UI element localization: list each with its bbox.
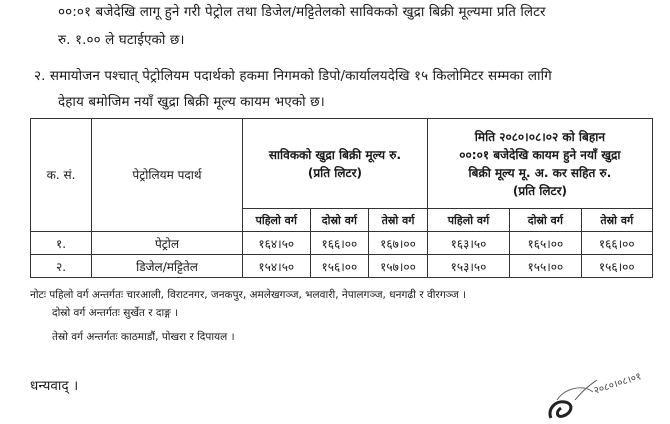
- sub-header: पहिलो वर्ग: [427, 209, 509, 232]
- price-table: [30, 118, 653, 278]
- row-value: १५६।००: [581, 255, 652, 278]
- paragraph1-line1: ००:०१ बजेदेखि लागू हुने गरी पेट्रोल तथा डिजेल/मट्टितेलको साविकको खुद्रा बिक्री मूल्यमा प्रति लिटर: [58, 4, 546, 20]
- row-value: १६३।५०: [427, 232, 509, 255]
- sub-header: तेस्रो वर्ग: [581, 209, 652, 232]
- row-value: १५४।५०: [243, 255, 311, 278]
- paragraph2-line1: २. समायोजन पश्चात् पेट्रोलियम पदार्थको हकमा निगमको डिपो/कार्यालयदेखि १५ किलोमिटर सम्मका लागि: [34, 68, 552, 84]
- col-header-product: पेट्रोलियम पदार्थ: [92, 119, 243, 232]
- paragraph1-line2: रु. १.०० ले घटाईएको छ।: [58, 32, 185, 48]
- row-sn: २.: [31, 255, 92, 278]
- row-value: १५५।००: [510, 255, 581, 278]
- sub-header: तेस्रो वर्ग: [369, 209, 428, 232]
- sub-header: दोस्रो वर्ग: [310, 209, 369, 232]
- row-value: १५६।००: [310, 255, 369, 278]
- table-row: [31, 232, 653, 255]
- note-line2: दोस्रो वर्ग अन्तर्गतः सुर्खेत र दाङ्ग ।: [52, 307, 179, 319]
- price-table-wrapper: [30, 118, 653, 278]
- row-product: पेट्रोल: [92, 232, 243, 255]
- sub-header: पहिलो वर्ग: [243, 209, 311, 232]
- row-sn: १.: [31, 232, 92, 255]
- row-product: डिजेल/मट्टितेल: [92, 255, 243, 278]
- col-header-old-price: साविकको खुद्रा बिक्री मूल्य रु. (प्रति लिटर): [243, 119, 428, 209]
- paragraph2-line2: देहाय बमोजिम नयाँ खुद्रा बिक्री मूल्य कायम भएको छ।: [58, 94, 325, 110]
- row-value: १६६।००: [310, 232, 369, 255]
- row-value: १५३।५०: [427, 255, 509, 278]
- row-value: १६५।००: [510, 232, 581, 255]
- note-line1: नोटः पहिलो वर्ग अन्तर्गतः चारआली, विराटनगर, जनकपुर, अमलेखगञ्ज, भलवारी, नेपालगञ्ज, धनगढी र वीरगञ्ज ।: [30, 289, 467, 301]
- row-value: १६६।००: [581, 232, 652, 255]
- col-header-sn: क. सं.: [31, 119, 92, 232]
- row-value: १६४।५०: [243, 232, 311, 255]
- note-line3: तेस्रो वर्ग अन्तर्गतः काठमाडौं, पोखरा र दिपायल ।: [52, 331, 235, 343]
- col-header-new-price: मिति २०८०।०८।०२ को बिहान ००:०१ बजेदेखि कायम हुने नयाँ खुद्रा बिक्री मूल्य मू. अ. कर सहित रु. (प्रति लिटर): [427, 119, 652, 209]
- row-value: १५७।००: [369, 255, 428, 278]
- closing-text: धन्यवाद् ।: [30, 378, 79, 394]
- svg-text:२०८०।०८।०१: २०८०।०८।०१: [592, 371, 643, 397]
- table-row: [31, 255, 653, 278]
- signature-mark: [535, 370, 665, 420]
- signature: [535, 370, 665, 420]
- row-value: १६७।००: [369, 232, 428, 255]
- sub-header: दोस्रो वर्ग: [510, 209, 581, 232]
